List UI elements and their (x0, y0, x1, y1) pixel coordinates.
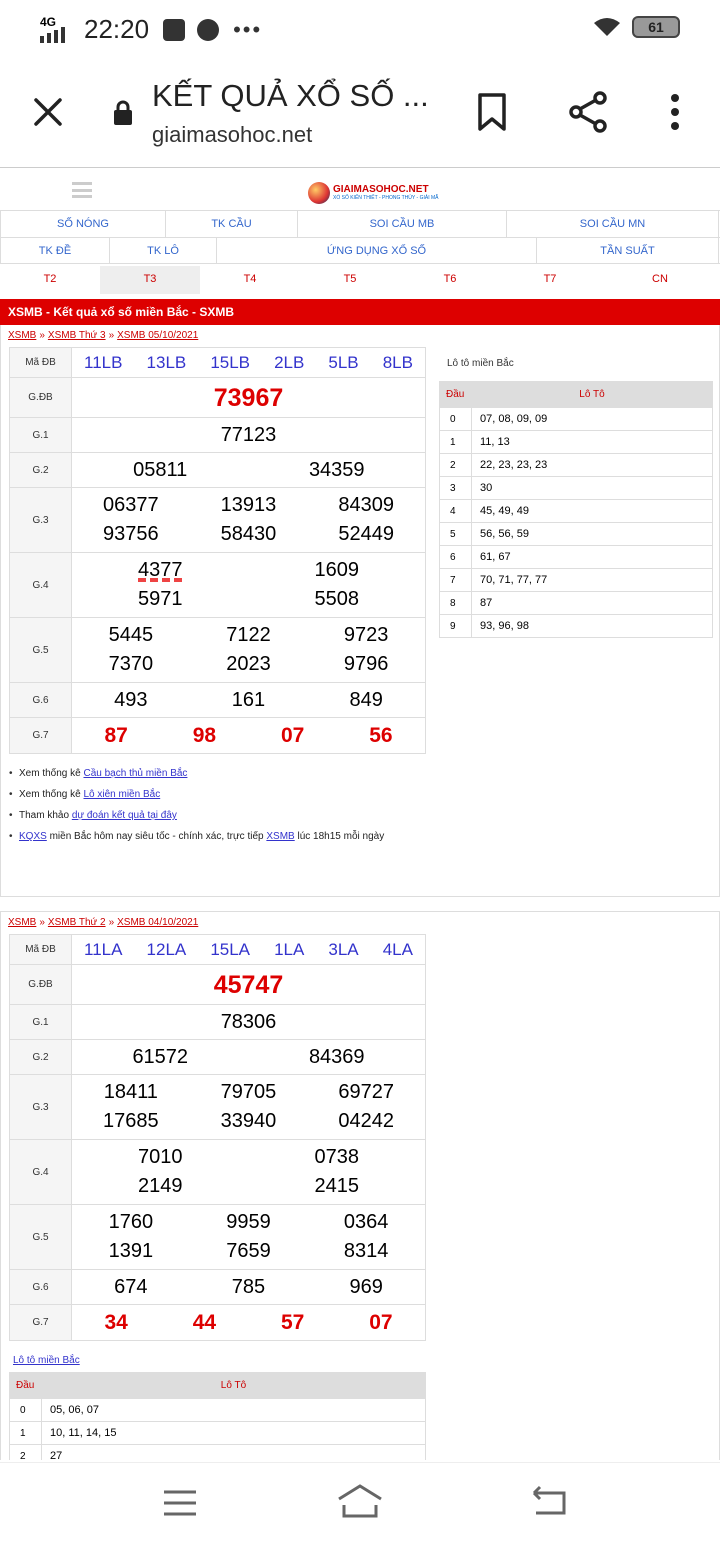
nav-soi-cau-mn[interactable]: SOI CẦU MN (507, 211, 719, 237)
list-item: • Xem thống kê Lô xiên miền Bắc (9, 789, 719, 800)
page-title: KẾT QUẢ XỔ SỐ ... (152, 78, 429, 113)
loto-panel: Lô tô miền Bắc Đầu Lô Tô 0 07, 08, 09, 09 1 11, 13 2 22, 23, 23, 23 3 30 4 45, 49, 49 5 56, 56, 59 6 61, 67 7 70, 71, 77, 77 8 87 9 93, 96, 98 (439, 347, 713, 638)
nav-soi-cau-mb[interactable]: SOI CẦU MB (298, 211, 507, 237)
menu-icon[interactable] (162, 1489, 198, 1517)
notification-icon (163, 19, 185, 41)
menu-icon[interactable] (72, 182, 92, 198)
special-prize: 73967 (213, 383, 284, 412)
back-icon[interactable] (530, 1485, 568, 1517)
breadcrumb: XSMB » XSMB Thứ 3 » XSMB 05/10/2021 (8, 330, 199, 341)
status-bar (0, 0, 720, 56)
list-item: • KQXS miền Bắc hôm nay siêu tốc - chính xác, trực tiếp XSMB lúc 18h15 mỗi ngày (9, 831, 719, 842)
tab-t4[interactable]: T4 (243, 273, 257, 285)
result-table: Mã ĐB 11LA 12LA 15LA 1LA 3LA 4LA G.ĐB 45747 G.1 78306 G.2 61572 84369 G.3 18411 79705 69727 17685 33940 04242 G.4 7010 0738 2149 2415 G.5 1760 9959 0364 1391 7659 8314 G.6 674 785 969 G.7 34 44 57 07 (9, 934, 426, 1341)
nav-so-nong[interactable]: SỐ NÓNG (0, 211, 166, 237)
nav-tan-suat[interactable]: TẦN SUẤT (537, 238, 719, 263)
page-url[interactable]: giaimasohoc.net (152, 122, 313, 147)
home-icon[interactable] (336, 1483, 384, 1519)
nav-ung-dung[interactable]: ỨNG DỤNG XỔ SỐ (217, 238, 537, 263)
nav-tk-cau[interactable]: TK CẦU (166, 211, 298, 237)
nav-tk-lo[interactable]: TK LÔ (110, 238, 217, 263)
web-content (0, 170, 720, 1460)
breadcrumb: XSMB » XSMB Thứ 2 » XSMB 04/10/2021 (8, 917, 199, 928)
signal-icon: 4G (38, 17, 72, 43)
more-notifications-icon: ••• (233, 16, 263, 42)
day-tabs (0, 266, 720, 294)
tab-t5[interactable]: T5 (343, 273, 357, 285)
system-nav-bar (0, 1462, 720, 1544)
share-icon[interactable] (566, 90, 610, 134)
close-icon[interactable] (28, 92, 68, 132)
section-header: XSMB - Kết quả xổ số miền Bắc - SXMB (0, 299, 720, 325)
bookmark-icon[interactable] (474, 92, 510, 132)
site-logo[interactable]: GIAIMASOHOC.NET XỔ SỐ KIẾN THIẾT - PHONG THỦY - GIẢI MÃ (308, 182, 438, 204)
tab-cn[interactable]: CN (652, 273, 668, 285)
tab-t3[interactable]: T3 (100, 266, 200, 294)
logo-ball-icon (308, 182, 330, 204)
special-prize: 45747 (213, 970, 284, 999)
result-block-2 (0, 911, 720, 1460)
info-links (9, 768, 719, 842)
loto-table: Đầu Lô Tô 0 07, 08, 09, 09 1 11, 13 2 22, 23, 23, 23 3 30 4 45, 49, 49 5 56, 56, 59 6 61, 67 7 70, 71, 77, 77 8 87 9 93, 96, 98 (439, 381, 713, 638)
tab-t6[interactable]: T6 (443, 273, 457, 285)
loto-table: Đầu Lô Tô 0 05, 06, 07 1 10, 11, 14, 15 2 27 (9, 1372, 426, 1460)
nav-tk-de[interactable]: TK ĐỀ (0, 238, 110, 263)
nav-row-2 (0, 237, 720, 264)
nav-row-1 (0, 210, 720, 237)
browser-toolbar (0, 56, 720, 168)
more-options-icon[interactable] (660, 92, 690, 132)
result-table: Mã ĐB 11LB 13LB 15LB 2LB 5LB 8LB G.ĐB 73967 G.1 77123 G.2 05811 34359 G.3 06377 13913 84309 93756 58430 52449 G.4 4377 1609 5971 5508 G.5 5445 7122 9723 7370 2023 9796 G.6 493 161 849 G.7 87 98 07 56 (9, 347, 426, 754)
tab-t7[interactable]: T7 (543, 273, 557, 285)
loto-link[interactable]: Lô tô miền Bắc (13, 1355, 80, 1366)
wifi-icon (592, 16, 622, 38)
list-item: • Tham khảo dự đoán kết quả tại đây (9, 810, 719, 821)
battery-icon: 61 (632, 16, 680, 38)
tab-t2[interactable]: T2 (43, 273, 57, 285)
app-notification-icon (197, 19, 219, 41)
list-item: • Xem thống kê Cầu bạch thủ miền Bắc (9, 768, 719, 779)
clock: 22:20 (84, 14, 150, 44)
result-block-1 (0, 325, 720, 897)
site-header (0, 170, 720, 210)
lock-icon (112, 100, 134, 126)
